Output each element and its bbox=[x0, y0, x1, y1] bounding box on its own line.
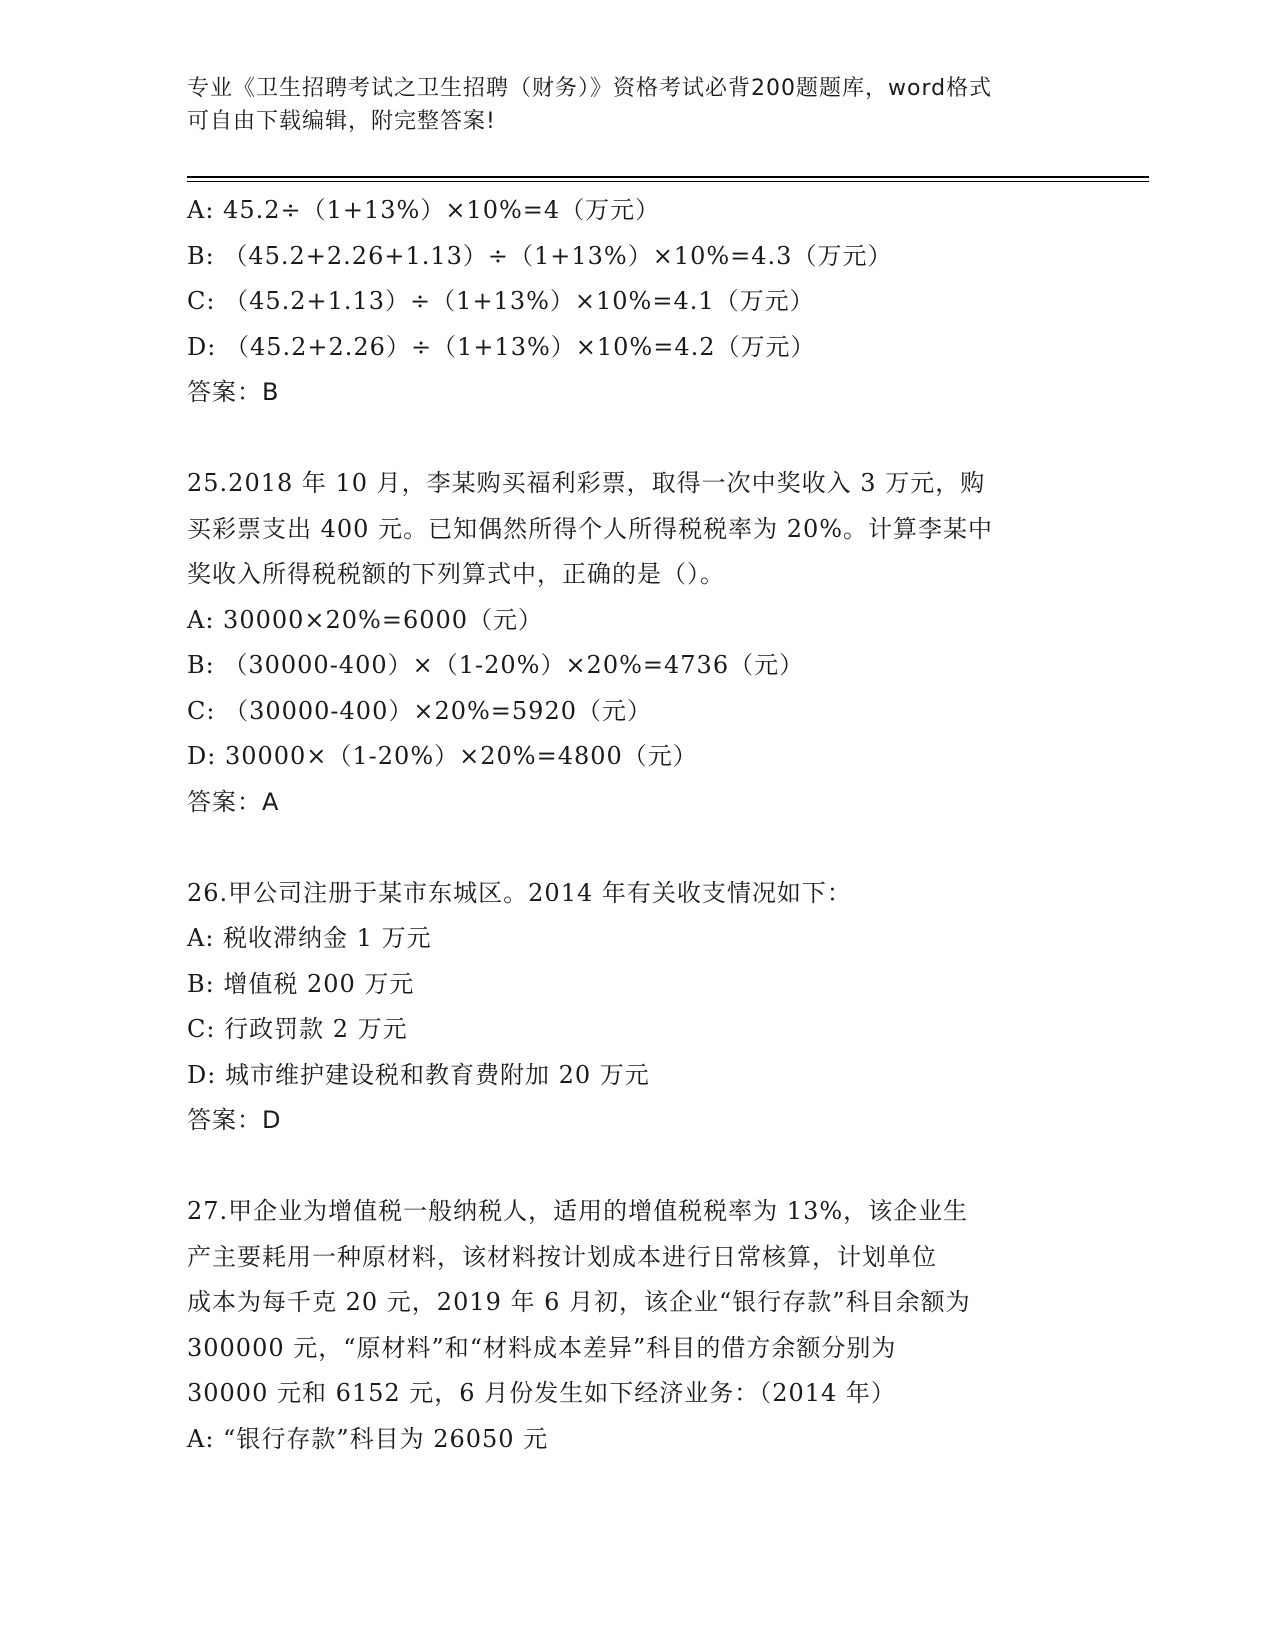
option-a: A: “银行存款”科目为 26050 元 bbox=[187, 1424, 549, 1453]
header-divider-thick bbox=[187, 176, 1149, 178]
question-stem-line: 成本为每千克 20 元，2019 年 6 月初，该企业“银行存款”科目余额为 bbox=[187, 1288, 971, 1316]
question-content bbox=[187, 188, 1087, 1462]
option-d: D: 30000×（1-20%）×20%=4800（元） bbox=[187, 742, 698, 770]
option-b: B: （45.2+2.26+1.13）÷（1+13%）×10%=4.3（万元） bbox=[187, 241, 893, 270]
question-stem-line: 30000 元和 6152 元，6 月份发生如下经济业务：（2014 年） bbox=[187, 1379, 896, 1407]
spacer bbox=[187, 416, 1087, 462]
answer-line: 答案：B bbox=[187, 378, 280, 406]
header-title-line-1: 专业《卫生招聘考试之卫生招聘（财务）》资格考试必背200题题库，word格式 bbox=[187, 76, 993, 101]
option-b: B: 增值税 200 万元 bbox=[187, 969, 415, 998]
question-27 bbox=[187, 1189, 1087, 1462]
option-c: C: （30000-400）×20%=5920（元） bbox=[187, 696, 652, 725]
answer-line: 答案：A bbox=[187, 787, 280, 816]
option-c: C: 行政罚款 2 万元 bbox=[187, 1015, 408, 1043]
spacer bbox=[187, 1144, 1087, 1190]
option-a: A: 30000×20%=6000（元） bbox=[187, 605, 544, 634]
question-stem-line: 300000 元，“原材料”和“材料成本差异”科目的借方余额分别为 bbox=[187, 1333, 897, 1362]
document-header bbox=[187, 72, 1067, 138]
header-title-line-2: 可自由下载编辑，附完整答案! bbox=[187, 109, 496, 134]
option-d: D: 城市维护建设税和教育费附加 20 万元 bbox=[187, 1060, 650, 1089]
option-b: B: （30000-400）×（1-20%）×20%=4736（元） bbox=[187, 651, 805, 679]
question-stem-line: 27.甲企业为增值税一般纳税人，适用的增值税税率为 13%，该企业生 bbox=[187, 1197, 969, 1225]
answer-line: 答案：D bbox=[187, 1106, 282, 1134]
question-25 bbox=[187, 461, 1087, 825]
question-stem-line: 25.2018 年 10 月，李某购买福利彩票，取得一次中奖收入 3 万元，购 bbox=[187, 469, 986, 497]
question-stem-line: 26.甲公司注册于某市东城区。2014 年有关收支情况如下： bbox=[187, 878, 852, 907]
option-c: C: （45.2+1.13）÷（1+13%）×10%=4.1（万元） bbox=[187, 287, 815, 315]
spacer bbox=[187, 825, 1087, 871]
header-divider-thin bbox=[187, 181, 1149, 182]
question-24 bbox=[187, 188, 1087, 416]
question-stem-line: 奖收入所得税税额的下列算式中，正确的是（）。 bbox=[187, 560, 725, 588]
option-a: A: 税收滞纳金 1 万元 bbox=[187, 924, 432, 952]
question-26 bbox=[187, 871, 1087, 1144]
option-a: A: 45.2÷（1+13%）×10%=4（万元） bbox=[187, 196, 661, 224]
question-stem-line: 买彩票支出 400 元。已知偶然所得个人所得税税率为 20%。计算李某中 bbox=[187, 514, 994, 543]
question-stem-line: 产主要耗用一种原材料，该材料按计划成本进行日常核算，计划单位 bbox=[187, 1242, 937, 1271]
option-d: D: （45.2+2.26）÷（1+13%）×10%=4.2（万元） bbox=[187, 332, 816, 361]
